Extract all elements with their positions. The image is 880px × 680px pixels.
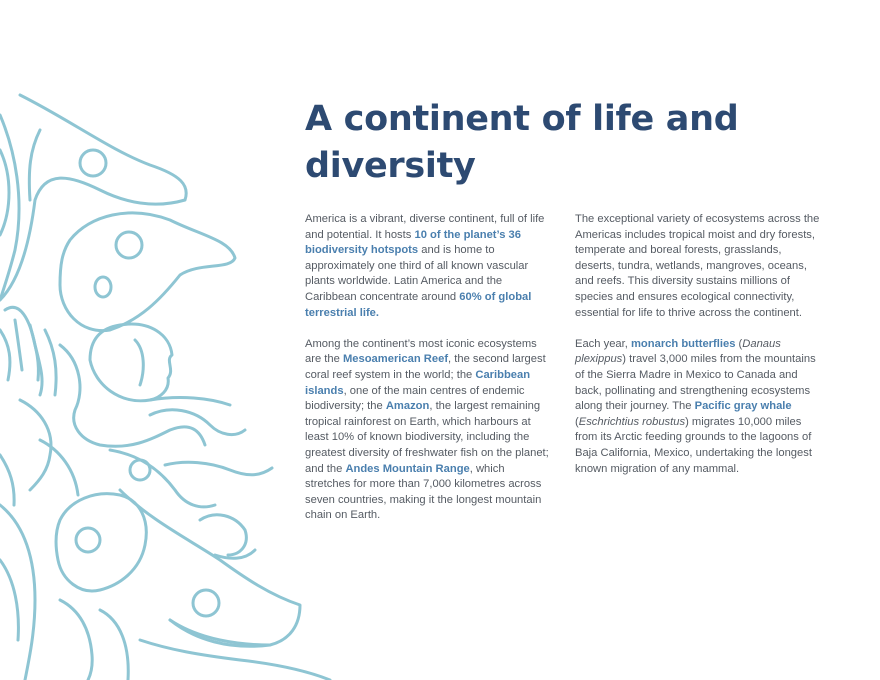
highlight-caribbean-islands: Caribbean islands — [305, 368, 531, 397]
paragraph-ecosystem-variety: The exceptional variety of ecosystems across the Americas includes tropical moist and dry forests, temperate and boreal forests, grasslands, deserts, tundra, wetlands, mangroves, oceans, and reefs. This diversity sustains millions of species and ensures ecological connectivity, essential for life to thrive across the continent. — [575, 213, 820, 319]
paragraph-iconic-ecosystems: Among the continent’s most iconic ecosystems are the Mesoamerican Reef, the second largest coral reef system in the world; the Caribbean islands, one of the main centres of endemic biodiversity; the Amazon, the largest remaining tropical rainforest on Earth, which harbours at least 10% of known biodiversity, including the greatest diversity of freshwater fish on the planet; and the Andes Mountain Range, which stretches for more than 7,000 kilometres across seven countries, making it the longest mountain chain on Earth. — [305, 337, 549, 522]
highlight-hotspots: 10 of the planet’s 36 biodiversity hotspots — [305, 228, 521, 257]
highlight-gray-whale: Pacific gray whale — [694, 400, 792, 413]
page-title: A continent of life and diversity — [305, 99, 739, 186]
species-danaus: Danaus plexippus — [575, 337, 781, 366]
paragraph-migrations: Each year, monarch butterflies (Danaus plexippus) travel 3,000 miles from the mountains of the Sierra Madre in Mexico to Canada and back, pollinating and strengthening ecosystems along their journey. The Pacific gray whale (Eschrichtius robustus) migrates 10,000 miles from its Arctic feeding grounds to the lagoons of Baja California, Mexico, undertaking the longest known migration of any mammal. — [575, 337, 816, 475]
highlight-andes: Andes Mountain Range — [345, 462, 470, 475]
highlight-amazon: Amazon — [385, 400, 430, 413]
paragraph-biodiversity-hotspots: America is a vibrant, diverse continent, full of life and potential. It hosts 10 of the planet’s 36 biodiversity hotspots and is home to approximately one third of all known vascular plants worldwide. Latin America and the Caribbean concentrate around 60% of global terrestrial life. — [305, 213, 545, 319]
highlight-terrestrial-life: 60% of global terrestrial life. — [305, 290, 532, 319]
right-column — [575, 212, 820, 493]
highlight-mesoamerican-reef: Mesoamerican Reef — [342, 353, 449, 366]
species-eschrichtius: Eschrichtius robustus — [578, 415, 686, 428]
highlight-monarch-butterflies: monarch butterflies — [630, 337, 736, 350]
left-column — [305, 212, 553, 539]
